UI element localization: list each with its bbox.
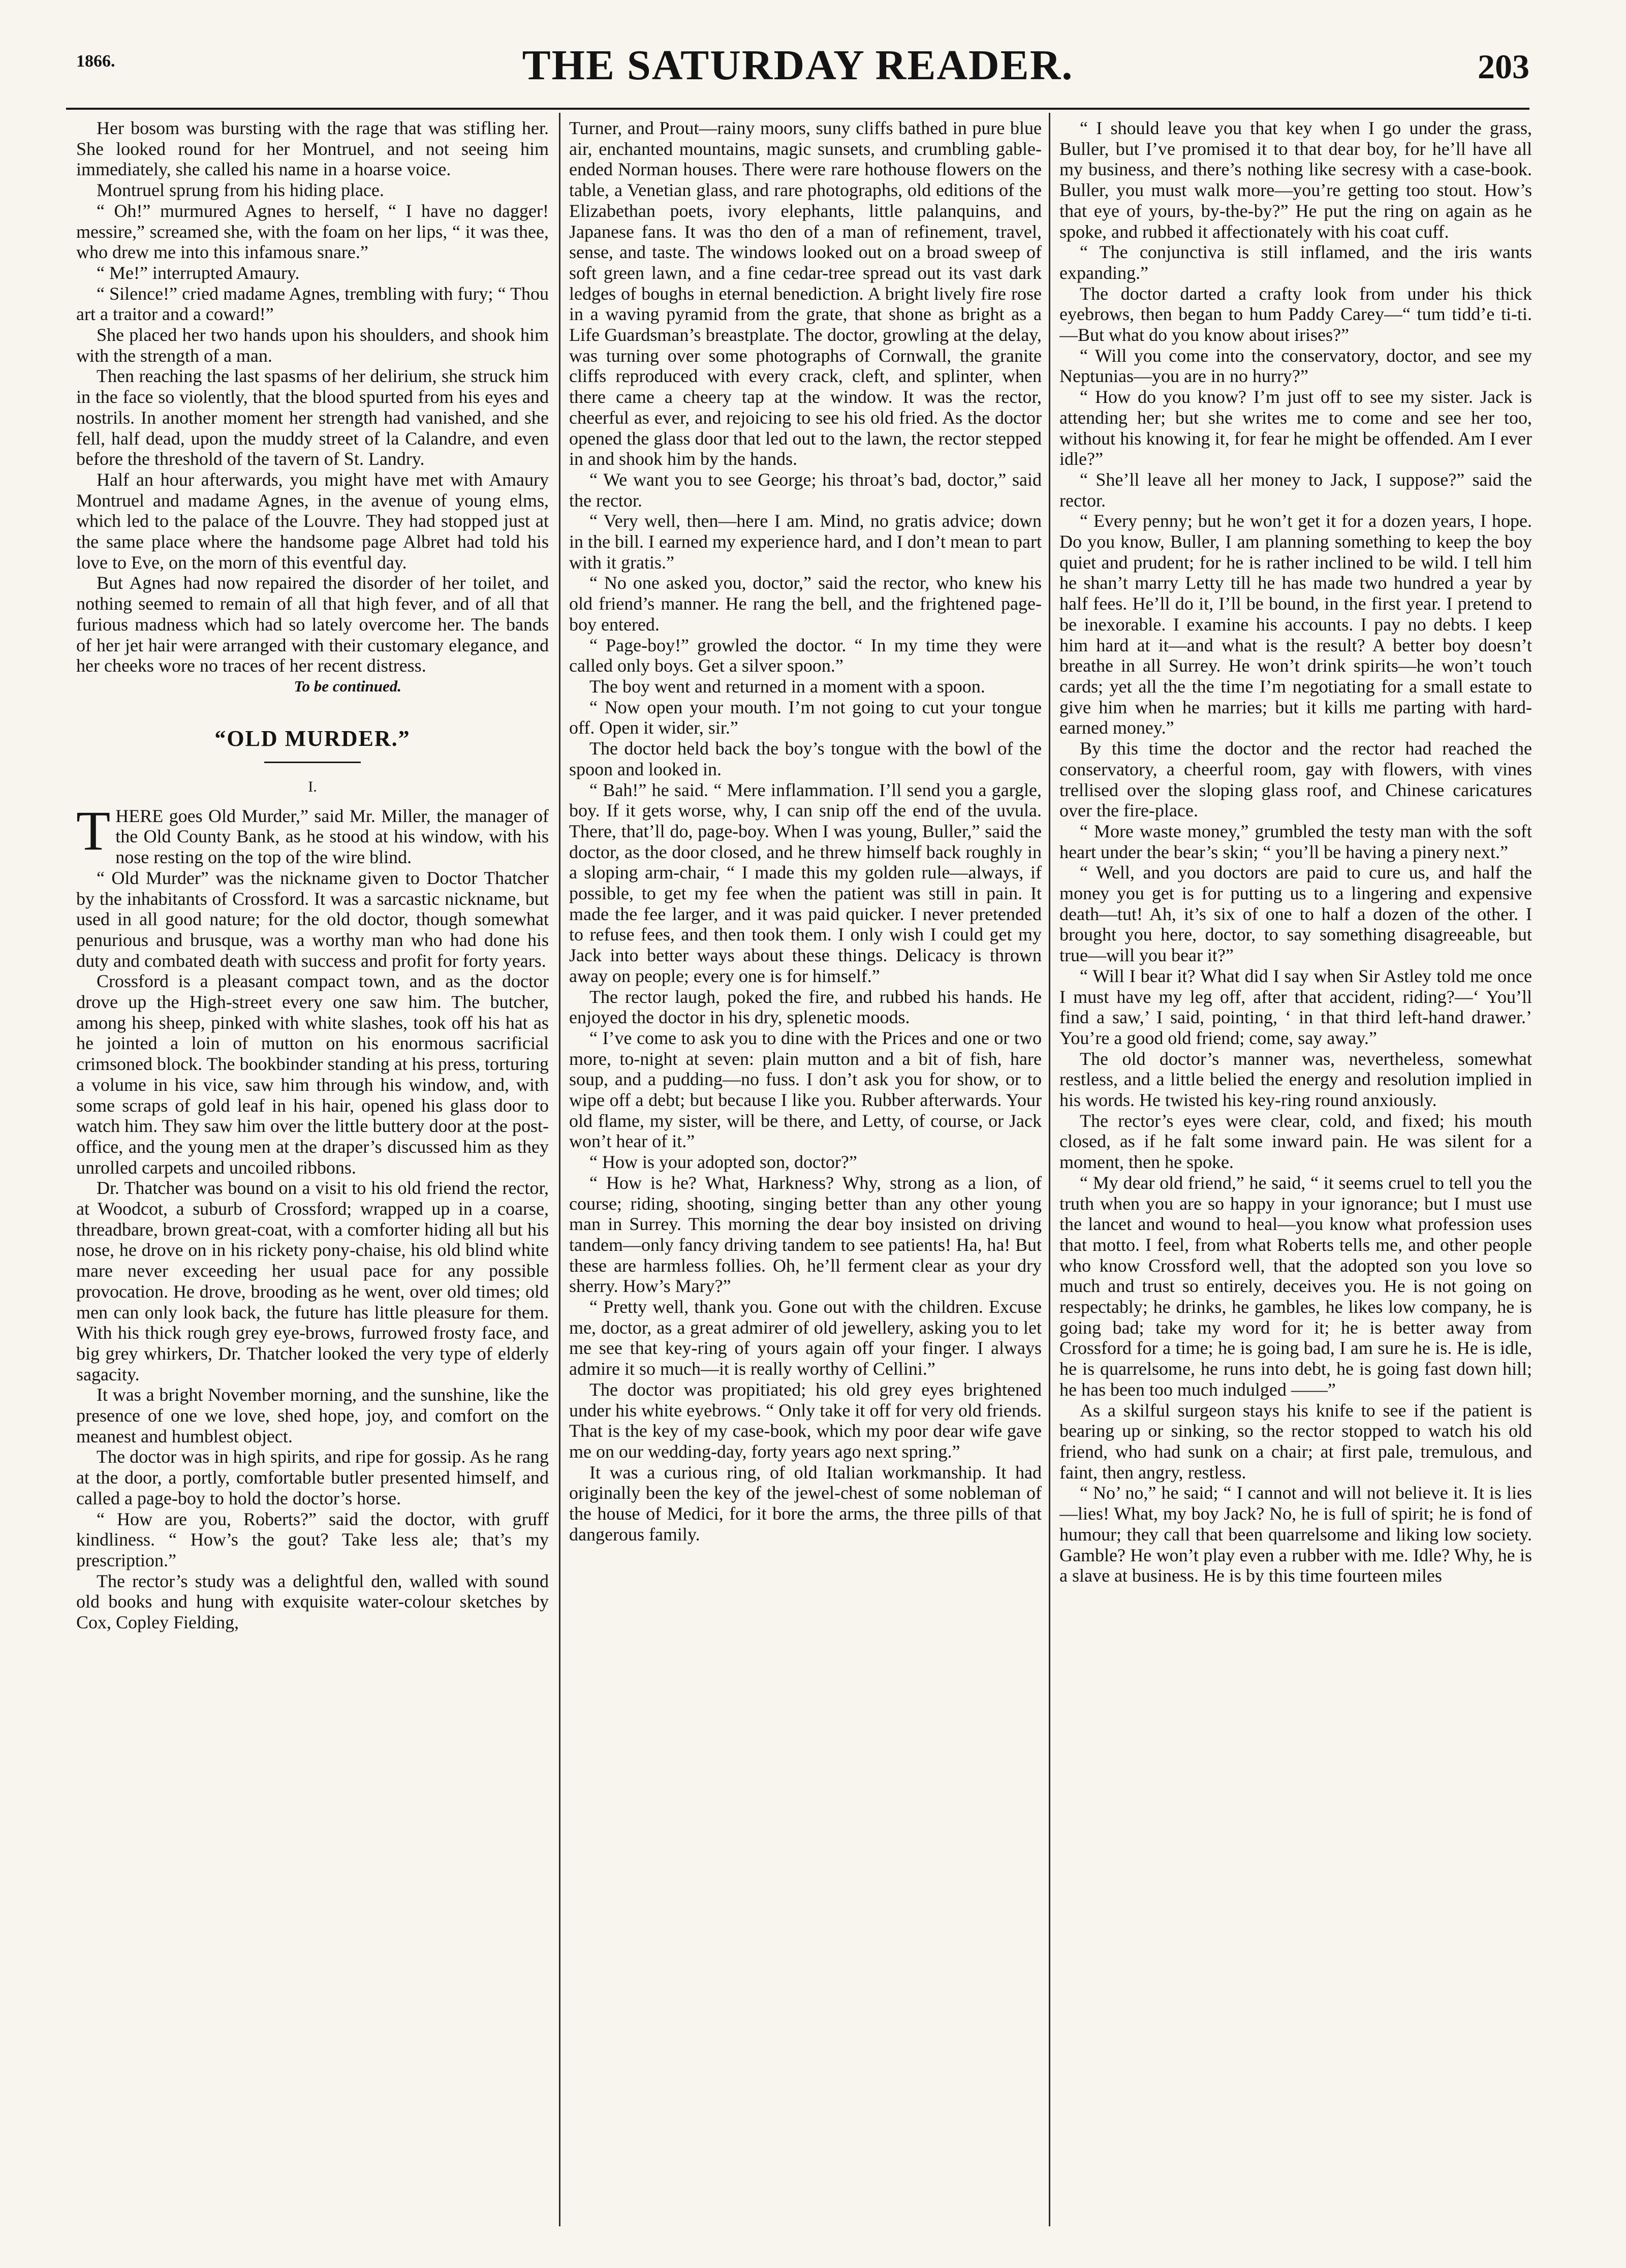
- column-3: [1059, 118, 1532, 2231]
- paragraph: By this time the doctor and the rector had reached the conservatory, a cheerful room, gay with flowers, with vines trellised over the sloping glass roof, and Chinese caricatures over the fire-place.: [1059, 738, 1532, 821]
- paragraph: She placed her two hands upon his shoulders, and shook him with the strength of a man.: [76, 325, 549, 366]
- paragraph: The doctor was propitiated; his old grey eyes brightened under his white eyebrows. “ Only take it off for very old friends. That is the key of my case-book, which my poor dear wife gave me on our wedding-day, forty years ago next spring.”: [569, 1379, 1042, 1462]
- paragraph: Dr. Thatcher was bound on a visit to his old friend the rector, at Woodcot, a suburb of Crossford; wrapped up in a coarse, threadbare, brown great-coat, with a comforter hiding all but his nose, he drove on in his rickety pony-chaise, his old blind white mare never exceeding her usual pace for any possible provocation. He drove, brooding as he went, over old times; old men can only look back, the future has little pleasure for them. With his thick rough grey eye-brows, furrowed frosty face, and big grey whirkers, Dr. Thatcher looked the very type of elderly sagacity.: [76, 1178, 549, 1384]
- column-divider-1: [559, 113, 560, 2226]
- opening-text: HERE goes Old Murder,” said Mr. Miller, the manager of the Old County Bank, as he stood at his window, with his nose resting on the top of the wire blind.: [115, 805, 549, 868]
- paragraph: “ Well, and you doctors are paid to cure us, and half the money you get is for putting us to a lingering and expensive death—tut! Ah, it’s six of one to half a dozen of the other. I brought you here, doctor, to say something disagreeable, but true—will you bear it?”: [1059, 862, 1532, 966]
- paragraph: “ How is your adopted son, doctor?”: [589, 1152, 857, 1173]
- paragraph: “ No’ no,” he said; “ I cannot and will not believe it. It is lies—lies! What, my boy Jack? No, he is full of spirit; he is fond of humour; they call that been quarrelsome and liking low society. Gamble? He won’t play even a rubber with me. Idle? Why, he is a slave at business. He is by this time fourteen miles: [1059, 1483, 1532, 1586]
- paragraph: “ How is he? What, Harkness? Why, strong as a lion, of course; riding, shooting, singing better than any other young man in Surrey. This morning the dear boy insisted on driving tandem—only fancy driving tandem to see patients! Ha, ha! But these are harmless follies. Oh, he’ll ferment clear as your dry sherry. How’s Mary?”: [569, 1172, 1042, 1297]
- paragraph: “ I should leave you that key when I go under the grass, Buller, but I’ve promised it to that dear boy, for he’ll have all my business, and there’s nothing like secresy with a case-book. Buller, you must walk more—you’re getting too stout. How’s that eye of yours, by-the-by?” He put the ring on again as he spoke, and rubbed it affectionately with his coat cuff.: [1059, 118, 1532, 242]
- paragraph: Her bosom was bursting with the rage that was stifling her. She looked round for her Montruel, and not seeing him immediately, she called his name in a hoarse voice.: [76, 118, 549, 180]
- paragraph: The boy went and returned in a moment with a spoon.: [589, 676, 985, 697]
- paragraph: “ Very well, then—here I am. Mind, no gratis advice; down in the bill. I earned my experience hard, and I don’t mean to part with it gratis.”: [569, 511, 1042, 573]
- paragraph: Turner, and Prout—rainy moors, suny cliffs bathed in pure blue air, enchanted mountains, magic sunsets, and crumbling gable-ended Norman houses. There were rare hothouse flowers on the table, a Venetian glass, and rare photographs, old editions of the Elizabethan poets, ivory elephants, little palanquins, and Japanese fans. It was tho den of a man of refinement, travel, sense, and taste. The windows looked out on a broad sweep of soft green lawn, and a fine cedar-tree spread out its vast dark ledges of boughs in eternal benediction. A bright lively fire rose in a waving pyramid from the grate, that shone as bright as a Life Guardsman’s breastplate. The doctor, growling at the delay, was turning over some photographs of Cornwall, the granite cliffs reproduced with every crack, cleft, and splinter, when there came a cheery tap at the window. It was the rector, cheerful as ever, and rejoicing to see his old fried. As the doctor opened the glass door that led out to the lawn, the rector stepped in and shook him by the hands.: [569, 118, 1042, 469]
- paragraph: “ Will I bear it? What did I say when Sir Astley told me once I must have my leg off, after that accident, riding?—‘ You’ll find a saw,’ I said, pointing, ‘ in that third left-hand drawer.’ You’re a good old friend; come, say away.”: [1059, 965, 1532, 1048]
- paragraph: “ We want you to see George; his throat’s bad, doctor,” said the rector.: [569, 469, 1042, 511]
- paragraph: “ Page-boy!” growled the doctor. “ In my time they were called only boys. Get a silver spoon.”: [569, 635, 1042, 676]
- to-be-continued: To be continued.: [294, 677, 401, 695]
- paragraph: It was a bright November morning, and the sunshine, like the presence of one we love, shed hope, joy, and comfort on the meanest and humblest object.: [76, 1384, 549, 1446]
- drop-cap: T: [76, 799, 111, 862]
- paragraph: Montruel sprung from his hiding place.: [97, 180, 384, 201]
- paragraph: The rector laugh, poked the fire, and rubbed his hands. He enjoyed the doctor in his dry, splenetic moods.: [569, 986, 1042, 1028]
- issue-year: 1866.: [76, 52, 115, 71]
- header-rule: [66, 108, 1529, 110]
- page-number: 203: [1478, 47, 1529, 86]
- paragraph: “ Pretty well, thank you. Gone out with the children. Excuse me, doctor, as a great admirer of old jewellery, asking you to let me see that key-ring of yours again off your finger. I always admire it so much—it is really worthy of Cellini.”: [569, 1297, 1042, 1379]
- paragraph: “ How do you know? I’m just off to see my sister. Jack is attending her; but she writes me to come and see her too, without his knowing it, for fear he might be offended. Am I ever idle?”: [1059, 387, 1532, 469]
- chapter-number: I.: [308, 778, 317, 795]
- paragraph: “ Every penny; but he won’t get it for a dozen years, I hope. Do you know, Buller, I am planning something to keep the boy quiet and prudent; for he is rather inclined to be wild. I tell him he shan’t marry Letty till he has made two hundred a year by half fees. He’ll do it, I’ll be bound, in the first year. I pretend to be inexorable. I examine his accounts. I pay no debts. I keep him hard at it—and what is the result? A better boy doesn’t breathe in all Surrey. He won’t drink spirits—he won’t touch cards; yet all the the time I’m negotiating for a small estate to give him when he marries; but it kills me parting with hard-earned money.”: [1059, 511, 1532, 738]
- title-rule: [264, 762, 361, 763]
- paragraph: “ No one asked you, doctor,” said the rector, who knew his old friend’s manner. He rang the bell, and the frightened page-boy entered.: [569, 573, 1042, 635]
- paragraph: “ Silence!” cried madame Agnes, trembling with fury; “ Thou art a traitor and a coward!”: [76, 283, 549, 325]
- paragraph: The rector’s eyes were clear, cold, and fixed; his mouth closed, as if he falt some inward pain. He was silent for a moment, then he spoke.: [1059, 1110, 1532, 1173]
- paragraph: “ I’ve come to ask you to dine with the Prices and one or two more, to-night at seven: plain mutton and a bit of fish, hare soup, and a pudding—no fuss. I don’t ask you for show, or to wipe off a debt; but because I like you. Rubber afterwards. Your old flame, my sister, will be there, and Letty, of course, or Jack won’t hear of it.”: [569, 1027, 1042, 1152]
- paragraph: But Agnes had now repaired the disorder of her toilet, and nothing seemed to remain of all that high fever, and of all that furious madness which had so lately overcome her. The bands of her jet hair were arranged with their customary elegance, and her cheeks wore no traces of her recent distress.: [76, 573, 549, 676]
- column-divider-2: [1049, 113, 1050, 2226]
- paragraph: “ She’ll leave all her money to Jack, I suppose?” said the rector.: [1059, 469, 1532, 511]
- paragraph: Half an hour afterwards, you might have met with Amaury Montruel and madame Agnes, in the avenue of young elms, which led to the palace of the Louvre. They had stopped just at the same place where the handsome page Albret had told his love to Eve, on the morn of this eventful day.: [76, 469, 549, 573]
- paragraph: The doctor darted a crafty look from under his thick eyebrows, then began to hum Paddy Carey—“ tum tidd’e ti-ti.—But what do you know about irises?”: [1059, 283, 1532, 345]
- paragraph: “ How are you, Roberts?” said the doctor, with gruff kindliness. “ How’s the gout? Take less ale; that’s my prescription.”: [76, 1508, 549, 1570]
- paragraph: Then reaching the last spasms of her delirium, she struck him in the face so violently, that the blood spurted from his eyes and nostrils. In another moment her strength had vanished, and she fell, half dead, upon the muddy street of la Calandre, and even before the threshold of the tavern of St. Landry.: [76, 366, 549, 469]
- opening-paragraph: [76, 799, 549, 868]
- column-1: [76, 118, 549, 2231]
- paragraph: “ The conjunctiva is still inflamed, and the iris wants expanding.”: [1059, 242, 1532, 283]
- paragraph: “ Me!” interrupted Amaury.: [97, 262, 300, 283]
- masthead: THE SATURDAY READER.: [522, 42, 1074, 89]
- column-2: [569, 118, 1042, 2231]
- story-title: “OLD MURDER.”: [214, 726, 411, 751]
- paragraph: As a skilful surgeon stays his knife to see if the patient is bearing up or sinking, so the rector stopped to watch his old friend, who had sunk on a chair; at first pale, tremulous, and faint, then angry, restless.: [1059, 1400, 1532, 1483]
- paragraph: The doctor held back the boy’s tongue with the bowl of the spoon and looked in.: [569, 738, 1042, 779]
- page-header: [66, 36, 1529, 102]
- paragraph: It was a curious ring, of old Italian workmanship. It had originally been the key of the jewel-chest of some nobleman of the house of Medici, for it bore the arms, the three pills of that dangerous family.: [569, 1462, 1042, 1545]
- paragraph: “ More waste money,” grumbled the testy man with the soft heart under the bear’s skin; “ you’ll be having a pinery next.”: [1059, 821, 1532, 862]
- paragraph: “ Now open your mouth. I’m not going to cut your tongue off. Open it wider, sir.”: [569, 697, 1042, 738]
- paragraph: “ My dear old friend,” he said, “ it seems cruel to tell you the truth when you are so happy in your ignorance; but I must use the lancet and wound to heal—you know what profession uses that motto. I feel, from what Roberts tells me, and other people who know Crossford well, that the adopted son you love so much and trust so entirely, deceives you. He is not going on respectably; he drinks, he gambles, he likes low company, he is going bad; take my word for it; he is better away from Crossford for a time; he is going bad, I am sure he is. He is idle, he is quarrelsome, he runs into debt, he is going fast down hill; he has been too much indulged ——”: [1059, 1172, 1532, 1400]
- paragraph: Crossford is a pleasant compact town, and as the doctor drove up the High-street every one saw him. The butcher, among his sheep, pinked with white slashes, took off his hat as he jointed a loin of mutton on his enormous sacrificial crimsoned block. The bookbinder standing at his press, torturing a volume in his vice, saw him through his window, and, with some scraps of gold leaf in his hair, opened his glass door to watch him. They saw him over the little buttery door at the post-office, and the young men at the draper’s discussed him as they unrolled carpets and uncoiled ribbons.: [76, 971, 549, 1178]
- paragraph: “ Bah!” he said. “ Mere inflammation. I’ll send you a gargle, boy. If it gets worse, why, I can snip off the end of the uvula. There, that’ll do, page-boy. When I was young, Buller,” said the doctor, as the door closed, and he threw himself back roughly in a sloping arm-chair, “ I made this my golden rule—always, if possible, to get my fee when the patient was still in pain. It made the fee larger, and it was paid quicker. I never pretended to refuse fees, and then took them. I only wish I could get my Jack into better ways about these things. Delicacy is thrown away on people; every one is for himself.”: [569, 779, 1042, 986]
- paragraph: “ Oh!” murmured Agnes to herself, “ I have no dagger! messire,” screamed she, with the foam on her lips, “ it was thee, who drew me into this infamous snare.”: [76, 200, 549, 263]
- paragraph: The rector’s study was a delightful den, walled with sound old books and hung with exquisite water-colour sketches by Cox, Copley Fielding,: [76, 1570, 549, 1633]
- paragraph: The old doctor’s manner was, nevertheless, somewhat restless, and a little belied the energy and resolution implied in his words. He twisted his key-ring round anxiously.: [1059, 1048, 1532, 1111]
- paragraph: “ Will you come into the conservatory, doctor, and see my Neptunias—you are in no hurry?”: [1059, 345, 1532, 387]
- paragraph: “ Old Murder” was the nickname given to Doctor Thatcher by the inhabitants of Crossford. It was a sarcastic nickname, but used in all good nature; for the old doctor, though somewhat penurious and brusque, was a worthy man who had done his duty and combated death with success and profit for forty years.: [76, 867, 549, 971]
- paragraph: The doctor was in high spirits, and ripe for gossip. As he rang at the door, a portly, comfortable butler presented himself, and called a page-boy to hold the doctor’s horse.: [76, 1446, 549, 1508]
